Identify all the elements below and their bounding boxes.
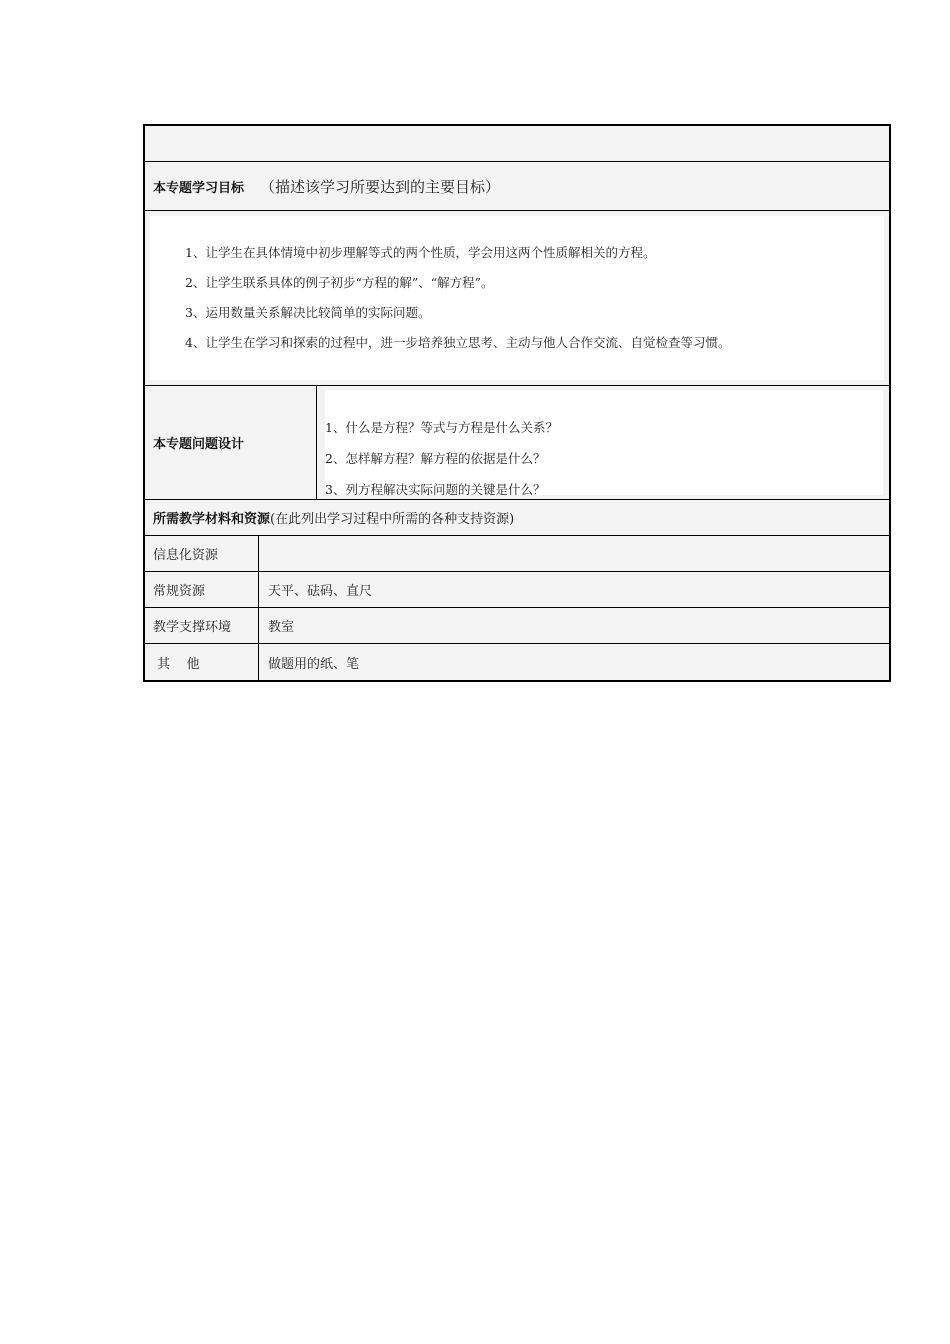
resource-label: 常规资源 — [145, 572, 259, 607]
resources-title: 所需教学材料和资源 — [153, 512, 271, 527]
resource-label: 其 他 — [145, 644, 259, 680]
blank-header-row — [145, 126, 889, 162]
goals-description: （描述该学习所要达到的主要目标） — [260, 177, 501, 196]
resource-label: 信息化资源 — [145, 536, 259, 571]
resources-header-row — [145, 500, 889, 536]
question-item: 1、什么是方程？等式与方程是什么关系？ — [325, 420, 558, 435]
question-item: 2、怎样解方程？解方程的依据是什么？ — [325, 451, 546, 466]
resource-value: 天平、砝码、直尺 — [268, 584, 373, 599]
resource-label: 教学支撑环境 — [145, 608, 259, 643]
resource-value: 做题用的纸、笔 — [268, 656, 360, 672]
goal-item: 3、运用数量关系解决比较简单的实际问题。 — [185, 305, 431, 320]
goal-item: 4、让学生在学习和探索的过程中，进一步培养独立思考、主动与他人合作交流、自觉检查等习惯。 — [185, 335, 731, 350]
resource-row-other — [145, 644, 889, 680]
questions-title: 本专题问题设计 — [153, 437, 245, 452]
goals-title: 本专题学习目标 — [153, 180, 245, 196]
questions-row — [145, 386, 889, 500]
goals-header-row — [145, 162, 889, 211]
questions-list — [325, 390, 883, 495]
question-item: 3、列方程解决实际问题的关键是什么？ — [325, 482, 546, 497]
resource-row-digital — [145, 536, 889, 572]
resource-row-environment — [145, 608, 889, 644]
resources-description: (在此列出学习过程中所需的各种支持资源) — [270, 512, 515, 527]
resource-row-regular — [145, 572, 889, 608]
goal-item: 1、让学生在具体情境中初步理解等式的两个性质，学会用这两个性质解相关的方程。 — [185, 245, 656, 260]
resource-value — [259, 536, 889, 571]
goals-content-row — [145, 211, 889, 386]
lesson-plan-table — [143, 124, 891, 682]
questions-content-cell — [317, 386, 889, 499]
resource-value: 教室 — [268, 620, 295, 635]
questions-label-cell — [145, 386, 317, 499]
goals-list — [150, 216, 884, 380]
goal-item: 2、让学生联系具体的例子初步“方程的解”、“解方程”。 — [185, 275, 494, 290]
